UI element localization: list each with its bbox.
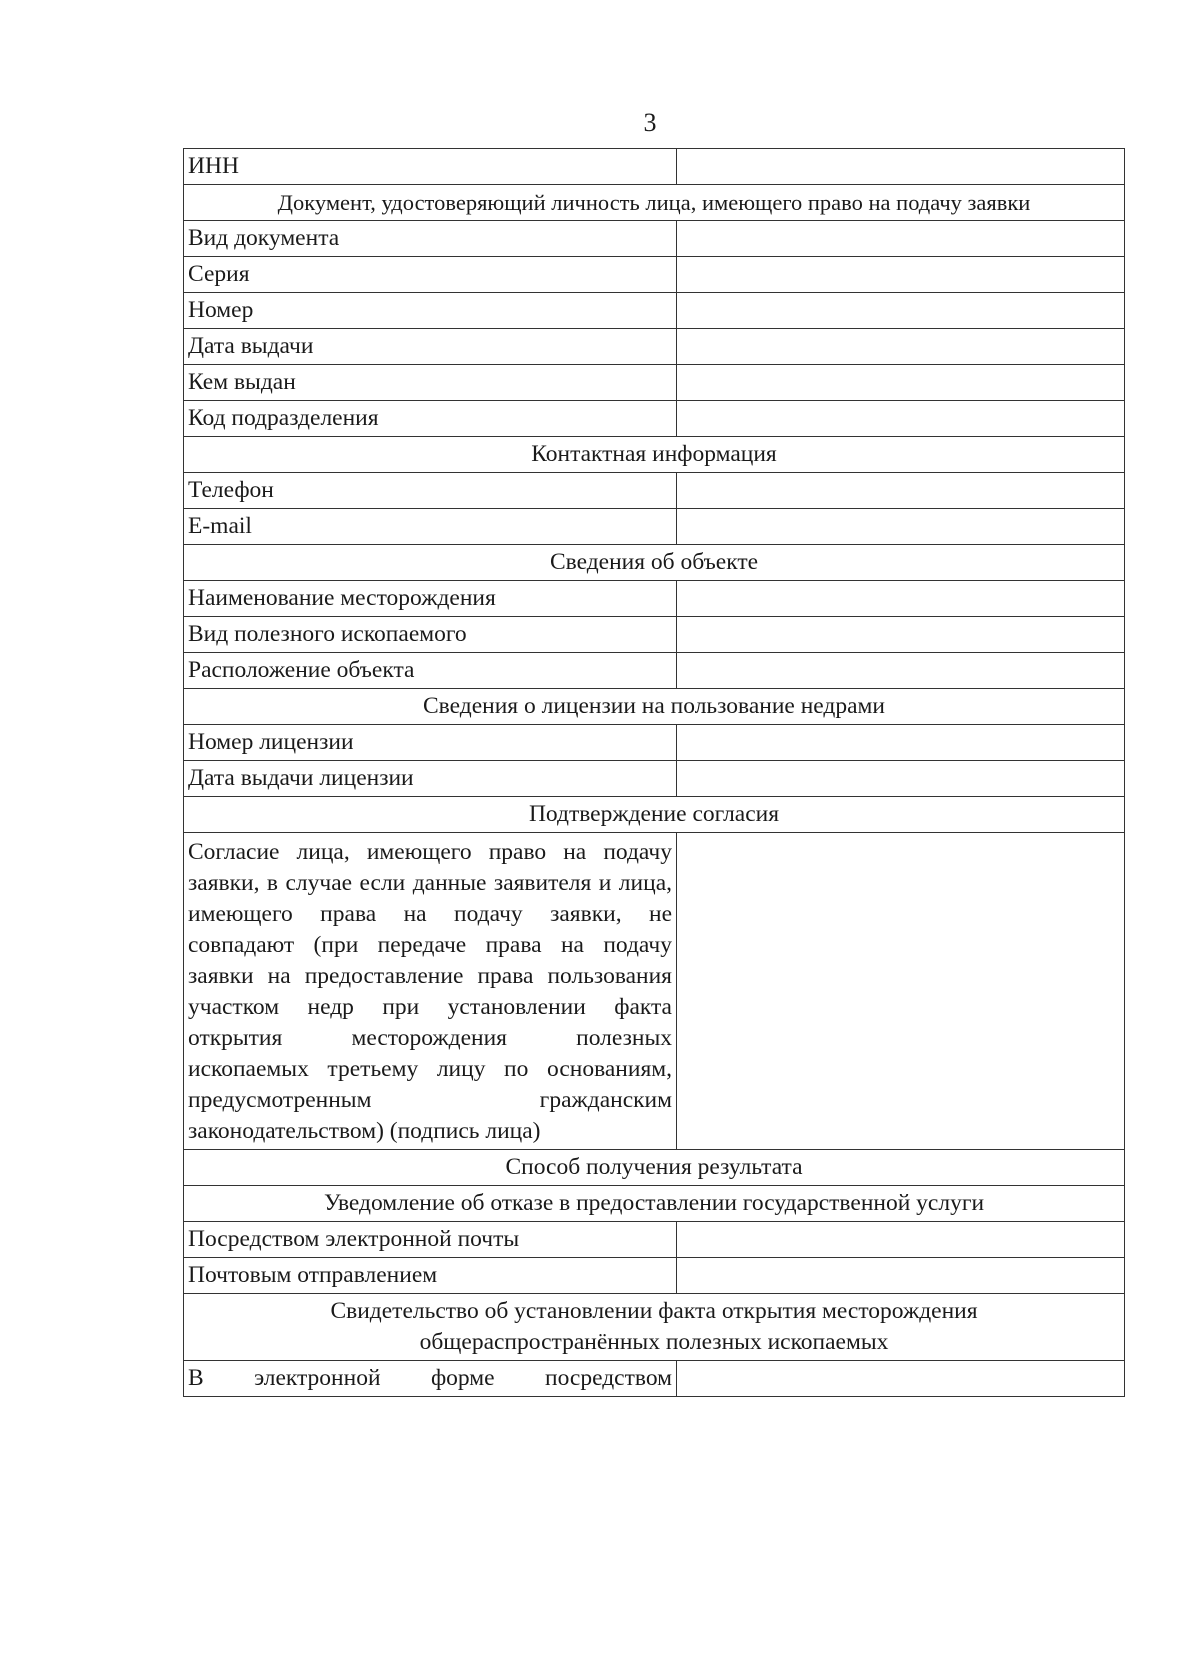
table-row (184, 1361, 1125, 1397)
by-post-label: Почтовым отправлением (184, 1258, 677, 1294)
result-section-heading: Способ получения результата (184, 1150, 1125, 1186)
object-location-label: Расположение объекта (184, 653, 677, 689)
table-row (184, 437, 1125, 473)
object-section-heading: Сведения об объекте (184, 545, 1125, 581)
object-location-value[interactable] (677, 653, 1125, 689)
table-row (184, 329, 1125, 365)
electronic-form-label: В электронной форме посредством (184, 1361, 677, 1397)
table-row (184, 257, 1125, 293)
inn-label: ИНН (184, 149, 677, 185)
issue-date-value[interactable] (677, 329, 1125, 365)
table-row (184, 545, 1125, 581)
page-number: 3 (643, 108, 657, 137)
refusal-section-heading: Уведомление об отказе в предоставлении государственной услуги (184, 1186, 1125, 1222)
table-row (184, 1186, 1125, 1222)
table-row (184, 293, 1125, 329)
deposit-name-value[interactable] (677, 581, 1125, 617)
phone-label: Телефон (184, 473, 677, 509)
license-number-value[interactable] (677, 725, 1125, 761)
table-row (184, 797, 1125, 833)
consent-signature-value[interactable] (677, 833, 1125, 1150)
mineral-type-value[interactable] (677, 617, 1125, 653)
issued-by-value[interactable] (677, 365, 1125, 401)
table-row (184, 509, 1125, 545)
table-row (184, 725, 1125, 761)
by-post-value[interactable] (677, 1258, 1125, 1294)
license-date-value[interactable] (677, 761, 1125, 797)
table-row (184, 833, 1125, 1150)
table-row (184, 149, 1125, 185)
table-row (184, 1150, 1125, 1186)
issued-by-label: Кем выдан (184, 365, 677, 401)
series-label: Серия (184, 257, 677, 293)
issue-date-label: Дата выдачи (184, 329, 677, 365)
license-date-label: Дата выдачи лицензии (184, 761, 677, 797)
doc-type-value[interactable] (677, 221, 1125, 257)
by-email-label: Посредством электронной почты (184, 1222, 677, 1258)
table-row (184, 473, 1125, 509)
series-value[interactable] (677, 257, 1125, 293)
mineral-type-label: Вид полезного ископаемого (184, 617, 677, 653)
deposit-name-label: Наименование месторождения (184, 581, 677, 617)
table-row (184, 1294, 1125, 1361)
contact-section-heading: Контактная информация (184, 437, 1125, 473)
by-email-value[interactable] (677, 1222, 1125, 1258)
phone-value[interactable] (677, 473, 1125, 509)
doc-type-label: Вид документа (184, 221, 677, 257)
table-row (184, 221, 1125, 257)
electronic-form-value[interactable] (677, 1361, 1125, 1397)
table-row (184, 689, 1125, 725)
inn-value[interactable] (677, 149, 1125, 185)
license-section-heading: Сведения о лицензии на пользование недрами (184, 689, 1125, 725)
consent-section-heading: Подтверждение согласия (184, 797, 1125, 833)
table-row (184, 581, 1125, 617)
table-row (184, 761, 1125, 797)
table-row (184, 401, 1125, 437)
certificate-section-heading: Свидетельство об установлении факта открытия месторождения общераспространённых полезных ископаемых (184, 1294, 1125, 1361)
table-row (184, 617, 1125, 653)
number-label: Номер (184, 293, 677, 329)
table-row (184, 365, 1125, 401)
id-document-section-heading: Документ, удостоверяющий личность лица, имеющего право на подачу заявки (184, 185, 1125, 221)
table-row (184, 1258, 1125, 1294)
email-value[interactable] (677, 509, 1125, 545)
email-label: E-mail (184, 509, 677, 545)
number-value[interactable] (677, 293, 1125, 329)
license-number-label: Номер лицензии (184, 725, 677, 761)
table-row (184, 185, 1125, 221)
division-code-value[interactable] (677, 401, 1125, 437)
table-row (184, 653, 1125, 689)
table-row (184, 1222, 1125, 1258)
application-form-table (183, 148, 1125, 1397)
consent-label: Согласие лица, имеющего право на подачу заявки, в случае если данные заявителя и лица, имеющего права на подачу заявки, не совпадают (при передаче права на подачу заявки на предоставление права пользования участком недр при установлении факта открытия месторождения полезных ископаемых третьему лицу по основаниям, предусмотренным гражданским законодательством) (подпись лица) (184, 833, 677, 1150)
division-code-label: Код подразделения (184, 401, 677, 437)
